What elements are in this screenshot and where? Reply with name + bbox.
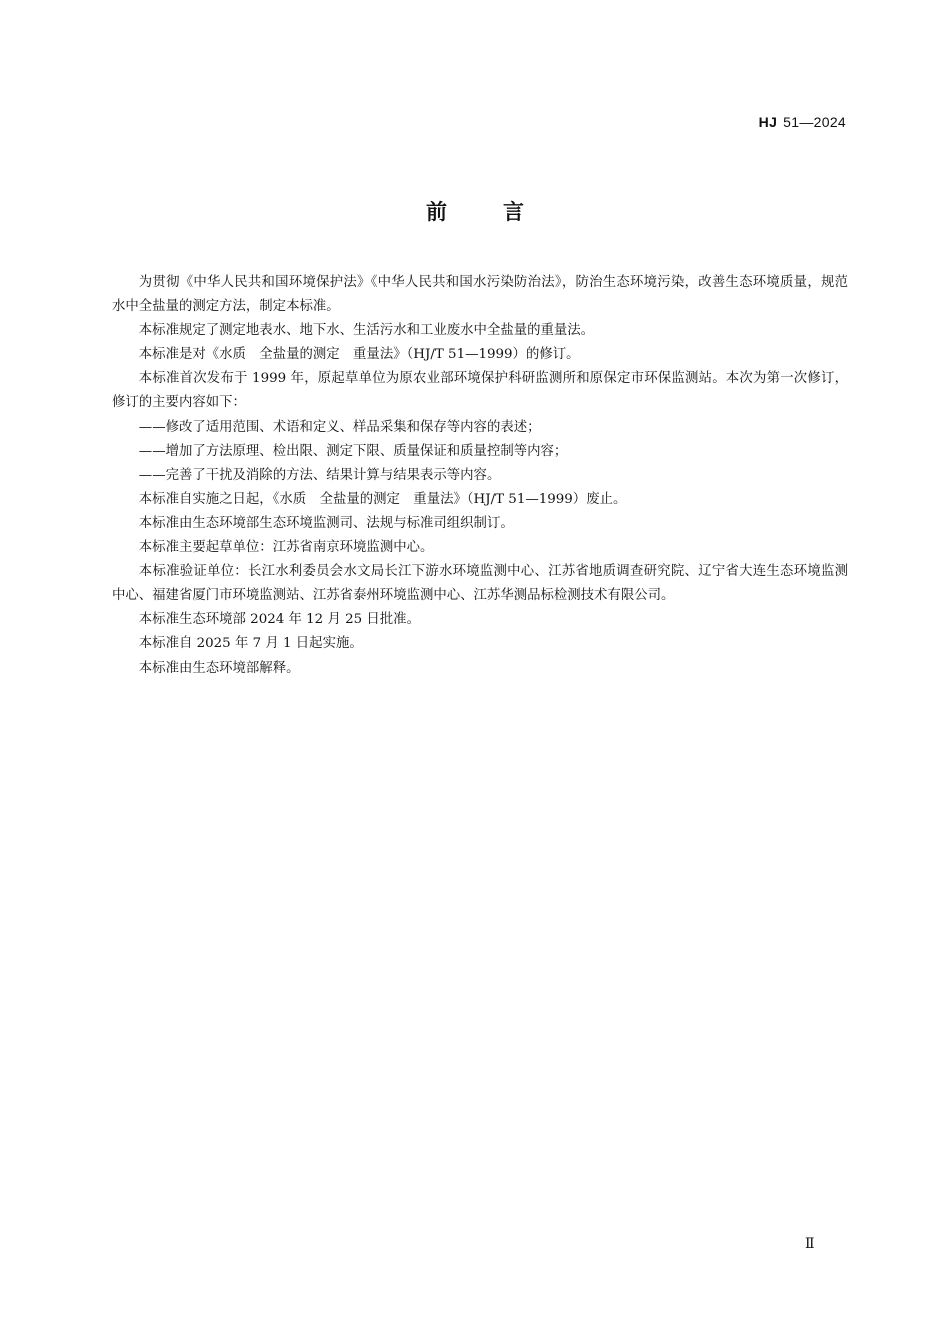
foreword-body	[112, 271, 848, 681]
paragraph-scope: 本标准规定了测定地表水、地下水、生活污水和工业废水中全盐量的重量法。	[138, 323, 595, 339]
standard-number: 51—2024	[783, 114, 846, 130]
list-item-change-3: ——完善了干扰及消除的方法、结果计算与结果表示等内容。	[138, 467, 501, 483]
paragraph-verification-units: 本标准验证单位：长江水利委员会水文局长江下游水环境监测中心、江苏省地质调查研究院、辽宁省大连生态环境监测中心、福建省厦门市环境监测站、江苏省泰州环境监测中心、江苏华测品标检测技术有限公司。	[112, 564, 848, 604]
list-item-change-1: ——修改了适用范围、术语和定义、样品采集和保存等内容的表述；	[138, 419, 541, 435]
page-number: Ⅱ	[805, 1236, 815, 1252]
paragraph-effective-date: 本标准自 2025 年 7 月 1 日起实施。	[138, 636, 363, 652]
list-item-change-2: ——增加了方法原理、检出限、测定下限、质量保证和质量控制等内容；	[138, 443, 568, 459]
paragraph-drafting-unit: 本标准主要起草单位：江苏省南京环境监测中心。	[138, 540, 434, 556]
paragraph-organizer: 本标准由生态环境部生态环境监测司、法规与标准司组织制订。	[138, 515, 514, 531]
standard-prefix: HJ	[758, 114, 778, 130]
paragraph-purpose: 为贯彻《中华人民共和国环境保护法》《中华人民共和国水污染防治法》，防治生态环境污染，改善生态环境质量，规范水中全盐量的测定方法，制定本标准。	[112, 275, 848, 315]
paragraph-approval-date: 本标准生态环境部 2024 年 12 月 25 日批准。	[138, 612, 420, 628]
paragraph-abolish: 本标准自实施之日起，《水质 全盐量的测定 重量法》（HJ/T 51—1999）废止。	[138, 491, 627, 507]
page-title: 前言	[426, 200, 580, 224]
paragraph-revision-of: 本标准是对《水质 全盐量的测定 重量法》（HJ/T 51—1999）的修订。	[138, 347, 580, 363]
paragraph-history: 本标准首次发布于 1999 年，原起草单位为原农业部环境保护科研监测所和原保定市环保监测站。本次为第一次修订，修订的主要内容如下：	[112, 371, 848, 411]
paragraph-interpretation: 本标准由生态环境部解释。	[138, 660, 300, 676]
standard-code	[759, 114, 846, 130]
